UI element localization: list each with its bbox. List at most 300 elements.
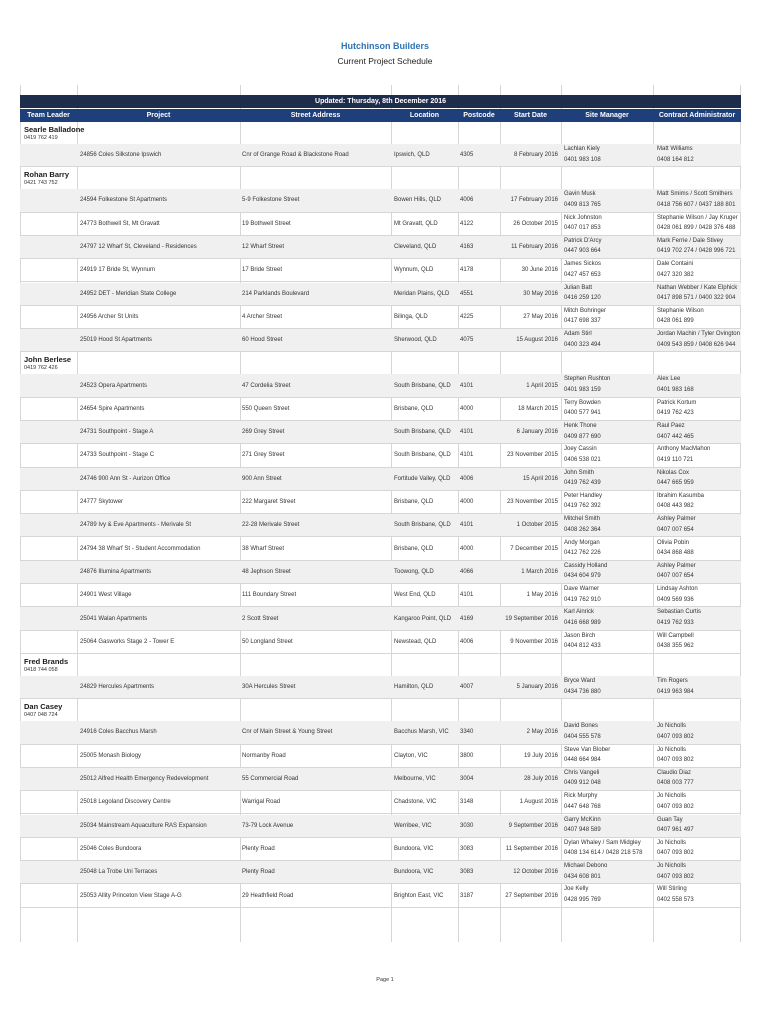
site-manager: [564, 374, 610, 395]
table-row: [20, 306, 741, 329]
table-row: [20, 144, 741, 167]
postcode: 3030: [460, 822, 474, 829]
contract-administrator: [657, 259, 694, 280]
postcode: 4101: [460, 592, 474, 599]
contract-administrator-phone: 0407 093 802: [657, 873, 694, 880]
site-manager-phone: 0427 457 653: [564, 271, 601, 278]
postcode: 4178: [460, 267, 474, 274]
project-name: 25041 Walan Apartments: [80, 615, 148, 622]
contract-administrator-name: Jo Nicholls: [657, 746, 687, 753]
site-manager-name: Joe Kelly: [564, 886, 589, 893]
table-row: [20, 538, 741, 561]
contract-administrator: [657, 421, 694, 442]
site-manager-name: Peter Handley: [564, 492, 603, 499]
project-name: 24777 Skytower: [80, 499, 124, 506]
start-date: 9 September 2016: [508, 822, 558, 829]
project-name: 24731 Southpoint - Stage A: [80, 429, 154, 436]
site-manager-name: Andy Morgan: [564, 539, 600, 546]
site-manager: [564, 721, 601, 742]
table-row: [20, 861, 741, 884]
table-row: [20, 236, 741, 259]
site-manager: [564, 468, 601, 489]
contract-administrator-name: Jordan Machin / Tyler Ovington: [657, 331, 740, 338]
contract-administrator-name: Matt Smims / Scott Smithers: [657, 191, 733, 198]
location: Cleveland, QLD: [394, 244, 437, 251]
table-row: [20, 213, 741, 236]
contract-administrator: [657, 745, 694, 766]
contract-administrator-phone: 0407 093 802: [657, 733, 694, 740]
location: Brisbane, QLD: [394, 545, 434, 552]
start-date: 19 July 2016: [523, 752, 558, 759]
col-location: Location: [409, 112, 440, 119]
contract-administrator-name: Mark Ferrie / Dale Stivey: [657, 237, 724, 244]
table-row: [20, 561, 741, 584]
contract-administrator-phone: 0407 093 802: [657, 757, 694, 764]
table-row: [20, 514, 741, 537]
site-manager-phone: 0434 604 979: [564, 573, 601, 580]
team-leader-name: John Berlese: [24, 355, 72, 365]
site-manager-phone: 0404 555 578: [564, 733, 601, 740]
street-address: 17 Bride Street: [242, 267, 283, 274]
project-name: 24952 DET - Meridian State College: [80, 290, 177, 297]
document-subtitle: Current Project Schedule: [337, 56, 433, 66]
street-address: 22-28 Merivale Street: [242, 522, 300, 529]
start-date: 7 December 2015: [510, 545, 558, 552]
site-manager-phone: 0434 736 880: [564, 688, 601, 695]
street-address: 50 Longland Street: [242, 638, 293, 645]
site-manager-phone: 0419 762 439: [564, 480, 601, 487]
contract-administrator-phone: 0408 443 982: [657, 503, 694, 510]
site-manager-name: Adam Stirl: [564, 331, 592, 338]
street-address: 900 Ann Street: [242, 475, 282, 482]
contract-administrator-name: Ashley Palmer: [657, 562, 696, 569]
contract-administrator-name: Stephanie Wilson / Jay Kruger: [657, 214, 738, 221]
start-date: 19 September 2016: [505, 615, 558, 622]
start-date: 27 September 2016: [505, 892, 558, 899]
contract-administrator-name: Nathan Webber / Kate Elphick: [657, 284, 738, 291]
contract-administrator-phone: 0419 762 933: [657, 619, 694, 626]
site-manager: [564, 491, 602, 512]
contract-administrator: [657, 283, 737, 304]
contract-administrator-phone: 0402 558 573: [657, 896, 694, 903]
postcode: 4000: [460, 499, 474, 506]
team-leader-phone: 0421 743 752: [24, 180, 58, 187]
start-date: 6 January 2016: [516, 429, 558, 436]
contract-administrator: [657, 514, 696, 535]
contract-administrator-phone: 0401 983 168: [657, 386, 694, 393]
table-row: [20, 259, 741, 282]
team-leader-row: [20, 167, 741, 190]
site-manager-name: Mitchel Smith: [564, 516, 601, 523]
contract-administrator-phone: 0407 093 802: [657, 803, 694, 810]
street-address: 222 Margaret Street: [242, 499, 296, 506]
location: Sherwood, QLD: [394, 337, 437, 344]
site-manager-phone: 0428 995 769: [564, 896, 601, 903]
site-manager-phone: 0408 134 614 / 0428 218 578: [564, 850, 643, 857]
location: South Brisbane, QLD: [394, 522, 451, 529]
contract-administrator-name: Anthony MacMahon: [657, 446, 711, 453]
col-start-date: Start Date: [513, 112, 548, 119]
site-manager-name: Lachlan Kiely: [564, 146, 600, 152]
start-date: 1 October 2015: [516, 522, 558, 529]
location: Toowong, QLD: [394, 568, 434, 575]
contract-administrator-phone: 0419 963 984: [657, 688, 694, 695]
team-leader-name: Searle Balladone: [24, 125, 85, 134]
table-row: [20, 491, 741, 514]
postcode: 4000: [460, 545, 474, 552]
site-manager: [564, 791, 601, 812]
site-manager-name: James Sickos: [564, 261, 602, 268]
site-manager-phone: 0417 698 337: [564, 318, 601, 325]
project-name: 24733 Southpoint - Stage C: [80, 452, 155, 459]
contract-administrator-phone: 0434 868 488: [657, 550, 694, 556]
project-name: 25034 Mainstream Aquaculture RAS Expansion: [80, 822, 207, 829]
street-address: Cnr of Main Street & Young Street: [242, 729, 333, 736]
contract-administrator-name: Ashley Palmer: [657, 516, 696, 523]
contract-administrator-name: Nikolas Cox: [657, 469, 690, 476]
project-name: 25048 La Trobe Uni Terraces: [80, 869, 158, 876]
contract-administrator-name: Raul Paez: [657, 423, 685, 429]
location: Meridan Plains, QLD: [394, 290, 450, 297]
site-manager: [564, 236, 601, 257]
site-manager-phone: 0407 948 589: [564, 827, 601, 833]
contract-administrator: [657, 838, 694, 859]
site-manager-name: Stephen Rushton: [564, 376, 611, 383]
contract-administrator-phone: 0419 110 721: [657, 456, 694, 463]
table-row: [20, 329, 741, 352]
postcode: 3083: [460, 869, 474, 876]
contract-administrator-phone: 0407 093 802: [657, 850, 694, 857]
contract-administrator-phone: 0428 061 899: [657, 318, 694, 325]
site-manager-name: Dylan Whaley / Sam Midgley: [564, 839, 641, 846]
start-date: 9 November 2016: [510, 638, 558, 645]
start-date: 17 February 2016: [510, 197, 558, 204]
contract-administrator: [657, 607, 701, 628]
location: Newstead, QLD: [394, 638, 437, 645]
site-manager: [564, 561, 607, 582]
contract-administrator: [657, 213, 738, 234]
site-manager-name: Michael Debono: [564, 863, 608, 870]
contract-administrator-name: Olivia Pobin: [657, 539, 690, 546]
site-manager-phone: 0409 912 048: [564, 780, 601, 787]
site-manager: [564, 861, 607, 882]
table-row: [20, 721, 741, 744]
postcode: 4101: [460, 382, 474, 389]
postcode: 4551: [460, 290, 474, 297]
street-address: Warrigal Road: [242, 799, 281, 806]
street-address: 48 Jephson Street: [242, 568, 291, 575]
contract-administrator: [657, 374, 694, 395]
table-row: [20, 607, 741, 630]
site-manager: [564, 421, 601, 442]
street-address: Plenty Road: [242, 869, 275, 876]
start-date: 11 February 2016: [511, 244, 558, 251]
postcode: 4101: [460, 429, 474, 436]
project-name: 25019 Hood St Apartments: [80, 337, 153, 344]
start-date: 18 March 2015: [517, 405, 558, 412]
postcode: 4066: [460, 568, 474, 575]
contract-administrator-name: Patrick Kortum: [657, 399, 697, 406]
project-name: 24829 Hercules Apartments: [80, 684, 155, 691]
location: Chadstone, VIC: [394, 799, 437, 806]
location: Brisbane, QLD: [394, 405, 434, 412]
start-date: 8 February 2016: [513, 152, 558, 159]
site-manager-phone: 0406 538 021: [564, 456, 601, 463]
postcode: 4305: [460, 152, 474, 159]
site-manager: [564, 259, 601, 280]
postcode: 4000: [460, 405, 474, 412]
street-address: 269 Grey Street: [242, 429, 285, 436]
team-leader-phone: 0419 762 426: [24, 365, 58, 372]
location: South Brisbane, QLD: [394, 452, 451, 459]
site-manager-name: Dave Warner: [564, 586, 600, 593]
site-manager-phone: 0416 259 120: [564, 295, 601, 301]
contract-administrator-name: Jo Nicholls: [657, 839, 687, 846]
table-row: [20, 815, 741, 838]
company-title: Hutchinson Builders: [340, 41, 429, 51]
postcode: 4075: [460, 337, 474, 344]
postcode: 3083: [460, 845, 474, 852]
project-name: 24773 Bothwell St, Mt Gravatt: [80, 220, 160, 227]
col-project: Project: [146, 112, 171, 119]
street-address: 73-79 Lock Avenue: [242, 822, 294, 829]
start-date: 1 August 2016: [519, 799, 558, 806]
contract-administrator: [657, 329, 740, 350]
contract-administrator-name: Matt Williams: [657, 146, 693, 152]
contract-administrator-phone: 0419 762 423: [657, 410, 694, 417]
table-row: [20, 444, 741, 467]
start-date: 23 November 2015: [506, 452, 558, 459]
site-manager: [564, 444, 601, 465]
project-name: 24789 Ivy & Eve Apartments - Merivale St: [80, 522, 192, 529]
location: West End, QLD: [394, 592, 436, 599]
site-manager: [564, 815, 601, 836]
project-name: 24856 Coles Silkstone Ipswich: [80, 152, 162, 159]
start-date: 11 September 2016: [505, 845, 558, 852]
location: South Brisbane, QLD: [394, 429, 451, 436]
site-manager-name: Julian Batt: [564, 284, 593, 291]
contract-administrator: [657, 676, 694, 697]
table-row: [20, 374, 741, 397]
project-name: 24794 38 Wharf St - Student Accommodation: [80, 545, 201, 552]
contract-administrator-name: Lindsay Ashton: [657, 586, 698, 593]
project-name: 24956 Archer St Units: [80, 313, 139, 320]
team-leader-phone: 0407 048 724: [24, 712, 58, 719]
table-row: [20, 631, 741, 654]
location: Brighton East, VIC: [394, 892, 444, 899]
contract-administrator: [657, 561, 696, 582]
contract-administrator-name: Claudio Diaz: [657, 769, 692, 776]
site-manager-name: Gavin Musk: [564, 191, 596, 198]
contract-administrator-name: Alex Lee: [657, 376, 681, 383]
site-manager-phone: 0401 983 108: [564, 156, 601, 163]
project-name: 24797 12 Wharf St, Cleveland - Residences: [80, 244, 197, 251]
contract-administrator: [657, 884, 694, 905]
site-manager: [564, 631, 601, 652]
table-row: [20, 283, 741, 306]
site-manager: [564, 607, 601, 628]
start-date: 27 May 2016: [523, 313, 558, 320]
street-address: 19 Bothwell Street: [242, 220, 291, 227]
location: Bundoora, VIC: [394, 845, 434, 852]
street-address: 55 Commercial Road: [242, 776, 299, 783]
site-manager-name: Garry McKinn: [564, 816, 601, 823]
site-manager-phone: 0448 664 984: [564, 757, 601, 764]
site-manager-phone: 0412 762 226: [564, 550, 601, 556]
location: Kangaroo Point, QLD: [394, 615, 452, 622]
postcode: 4101: [460, 452, 474, 459]
site-manager-name: Nick Johnston: [564, 214, 602, 221]
street-address: 111 Boundary Street: [242, 592, 297, 599]
location: Brisbane, QLD: [394, 499, 434, 506]
postcode: 4006: [460, 475, 474, 482]
site-manager-name: Henk Thone: [564, 423, 597, 429]
contract-administrator-phone: 0407 007 654: [657, 573, 694, 580]
col-team-leader: Team Leader: [27, 112, 70, 119]
site-manager-name: David Bones: [564, 723, 599, 730]
team-leader-phone: 0419 762 419: [24, 135, 58, 141]
table-row: [20, 421, 741, 444]
start-date: 2 May 2016: [526, 729, 558, 736]
postcode: 4225: [460, 313, 474, 320]
table-row: [20, 791, 741, 814]
column-header-row: [20, 109, 741, 122]
site-manager: [564, 884, 601, 905]
postcode: 4122: [460, 220, 474, 227]
location: Werribee, VIC: [394, 822, 432, 829]
col-contract-administrator: Contract Administrator: [658, 112, 736, 119]
page-number: Page 1: [376, 977, 394, 983]
site-manager-name: Chris Vangeli: [564, 769, 600, 776]
col-site-manager: Site Manager: [585, 112, 629, 119]
contract-administrator-name: Jo Nicholls: [657, 723, 687, 730]
street-address: Normanby Road: [242, 752, 286, 759]
contract-administrator-phone: 0418 756 607 / 0437 188 801: [657, 201, 736, 208]
table-row: [20, 584, 741, 607]
table-row: [20, 838, 741, 861]
project-name: 24523 Opera Apartments: [80, 382, 148, 389]
contract-administrator-phone: 0408 003 777: [657, 780, 694, 787]
start-date: 1 April 2015: [526, 382, 558, 389]
team-leader-name: Rohan Barry: [24, 170, 70, 180]
start-date: 15 August 2016: [516, 337, 558, 344]
contract-administrator-name: Guan Tay: [657, 816, 683, 823]
postcode: 4006: [460, 197, 474, 204]
start-date: 30 May 2016: [523, 290, 558, 297]
team-leader-row: [20, 699, 741, 722]
project-name: 24876 Illumina Apartments: [80, 568, 152, 575]
project-name: 24901 West Village: [80, 592, 132, 599]
site-manager-phone: 0400 577 941: [564, 410, 601, 417]
contract-administrator-phone: 0428 061 899 / 0428 376 488: [657, 225, 736, 232]
street-address: 29 Heathfield Road: [242, 892, 294, 899]
street-address: 30A Hercules Street: [242, 684, 296, 691]
contract-administrator: [657, 398, 696, 419]
location: Bilinga, QLD: [394, 313, 428, 320]
contract-administrator: [657, 861, 694, 882]
project-name: 25046 Coles Bundoora: [80, 845, 142, 852]
street-address: 38 Wharf Street: [242, 545, 285, 552]
contract-administrator: [657, 491, 704, 512]
table-row: [20, 189, 741, 212]
site-manager: [564, 306, 606, 327]
start-date: 26 October 2015: [513, 220, 558, 227]
site-manager-phone: 0409 813 765: [564, 201, 601, 208]
site-manager-phone: 0408 262 364: [564, 526, 601, 533]
start-date: 23 November 2015: [506, 499, 558, 506]
postcode: 3340: [460, 729, 474, 736]
contract-administrator-name: Jo Nicholls: [657, 863, 687, 870]
site-manager-name: John Smith: [564, 469, 595, 476]
contract-administrator-name: Dale Containi: [657, 261, 694, 268]
project-name: 25012 Alfred Health Emergency Redevelopment: [80, 776, 209, 783]
start-date: 1 March 2016: [521, 568, 558, 575]
postcode: 3148: [460, 799, 474, 806]
street-address: 60 Hood Street: [242, 337, 283, 344]
table-row: [20, 398, 741, 421]
contract-administrator: [657, 631, 694, 652]
contract-administrator-phone: 0407 007 654: [657, 526, 694, 533]
project-name: 25064 Gasworks Stage 2 - Tower E: [80, 638, 175, 645]
project-name: 24919 17 Bride St, Wynnum: [80, 267, 155, 274]
table-row: [20, 884, 741, 907]
site-manager-phone: 0419 762 910: [564, 596, 601, 603]
team-leader-row: [20, 654, 741, 677]
location: Bundoora, VIC: [394, 869, 434, 876]
site-manager-name: Joey Cassin: [564, 446, 597, 453]
location: Mt Gravatt, QLD: [394, 220, 438, 227]
project-name: 24654 Spire Apartments: [80, 405, 145, 412]
site-manager: [564, 514, 601, 535]
start-date: 5 January 2016: [516, 684, 558, 691]
location: Ipswich, QLD: [394, 152, 430, 159]
postcode: 4169: [460, 615, 474, 622]
contract-administrator-phone: 0409 569 936: [657, 596, 694, 603]
start-date: 28 July 2016: [523, 776, 558, 783]
street-address: 550 Queen Street: [242, 405, 290, 412]
contract-administrator-name: Jo Nicholls: [657, 793, 687, 800]
site-manager: [564, 283, 601, 304]
site-manager-phone: 0416 668 989: [564, 619, 601, 626]
project-name: 24746 900 Ann St - Aurizon Office: [80, 475, 171, 482]
site-manager-name: Bryce Ward: [564, 678, 596, 684]
contract-administrator-name: Stephanie Wilson: [657, 307, 704, 314]
site-manager-phone: 0447 648 768: [564, 803, 601, 810]
col-street-address: Street Address: [290, 112, 341, 119]
site-manager: [564, 745, 610, 766]
site-manager-phone: 0404 812 433: [564, 643, 601, 650]
postcode: 3004: [460, 776, 474, 783]
contract-administrator: [657, 468, 694, 489]
postcode: 4007: [460, 684, 474, 691]
team-leader-row: [20, 122, 741, 145]
location: Bowen Hills, QLD: [394, 197, 442, 204]
start-date: 12 October 2016: [513, 869, 558, 876]
contract-administrator: [657, 538, 694, 559]
location: Bacchus Marsh, VIC: [394, 729, 449, 736]
location: Wynnum, QLD: [394, 267, 434, 274]
location: South Brisbane, QLD: [394, 382, 451, 389]
table-row: [20, 768, 741, 791]
team-leader-name: Fred Brands: [24, 657, 69, 666]
project-name: 24594 Folkestone St Apartments: [80, 197, 168, 204]
site-manager-phone: 0434 608 801: [564, 873, 601, 880]
site-manager: [564, 329, 601, 350]
col-postcode: Postcode: [463, 112, 495, 119]
site-manager: [564, 676, 601, 697]
street-address: Cnr of Grange Road & Blackstone Road: [242, 152, 349, 159]
postcode: 3187: [460, 892, 474, 899]
